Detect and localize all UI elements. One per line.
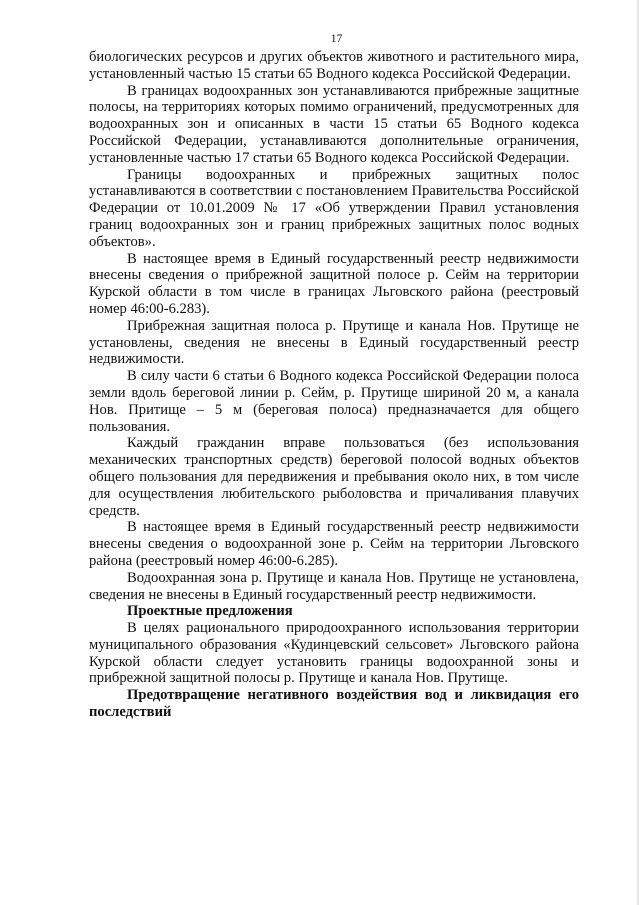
paragraph: биологических ресурсов и других объектов животного и растительного мира, установленный частью 15 статьи 65 Водного кодекса Российской Федерации. — [89, 49, 579, 82]
paragraph: В границах водоохранных зон устанавливаются прибрежные защитные полосы, на территориях которых помимо ограничений, предусмотренных для водоохранных зон и описанных в части 15 статьи 65 Водного кодекса Российской Федерации, устанавливаются дополнительные ограничения, установленные частью 17 статьи 65 Водного кодекса Российской Федерации. — [89, 82, 579, 166]
document-body — [89, 49, 579, 721]
paragraph: Водоохранная зона р. Прутище и канала Нов. Прутище не установлена, сведения не внесены в Единый государственный реестр недвижимости. — [89, 569, 579, 603]
section-heading: Предотвращение негативного воздействия вод и ликвидация его последствий — [89, 687, 579, 721]
paragraph: Прибрежная защитная полоса р. Прутище и канала Нов. Прутище не установлены, сведения не внесены в Единый государственный реестр недвижимости. — [89, 317, 579, 368]
paragraph: В настоящее время в Единый государственный реестр недвижимости внесены сведения о водоохранной зоне р. Сейм на территории Льговского района (реестровый номер 46:00-6.285). — [89, 519, 579, 569]
paragraph: Границы водоохранных и прибрежных защитных полос устанавливаются в соответствии с постановлением Правительства Российской Федерации от 10.01.2009 № 17 «Об утверждении Правил установления границ водоохранных зон и границ прибрежных защитных полос водных объектов». — [89, 166, 579, 250]
paragraph: Каждый гражданин вправе пользоваться (без использования механических транспортных средств) береговой полосой водных объектов общего пользования для передвижения и пребывания около них, в том числе для осуществления любительского рыболовства и причаливания плавучих средств. — [89, 435, 579, 519]
paragraph: В целях рационального природоохранного использования территории муниципального образования «Кудинцевский сельсовет» Льговского района Курской области следует установить границы водоохранной зоны и прибрежной защитной полосы р. Прутище и канала Нов. Прутище. — [89, 620, 579, 687]
paragraph: В силу части 6 статьи 6 Водного кодекса Российской Федерации полоса земли вдоль береговой линии р. Сейм, р. Прутище шириной 20 м, а канала Нов. Притище – 5 м (береговая полоса) предназначается для общего пользования. — [89, 368, 579, 435]
page-number: 17 — [330, 33, 343, 45]
section-heading: Проектные предложения — [127, 603, 293, 620]
paragraph: В настоящее время в Единый государственный реестр недвижимости внесены сведения о прибрежной защитной полосе р. Сейм на территории Курской области в том числе в границах Льговского района (реестровый номер 46:00-6.283). — [89, 250, 579, 317]
